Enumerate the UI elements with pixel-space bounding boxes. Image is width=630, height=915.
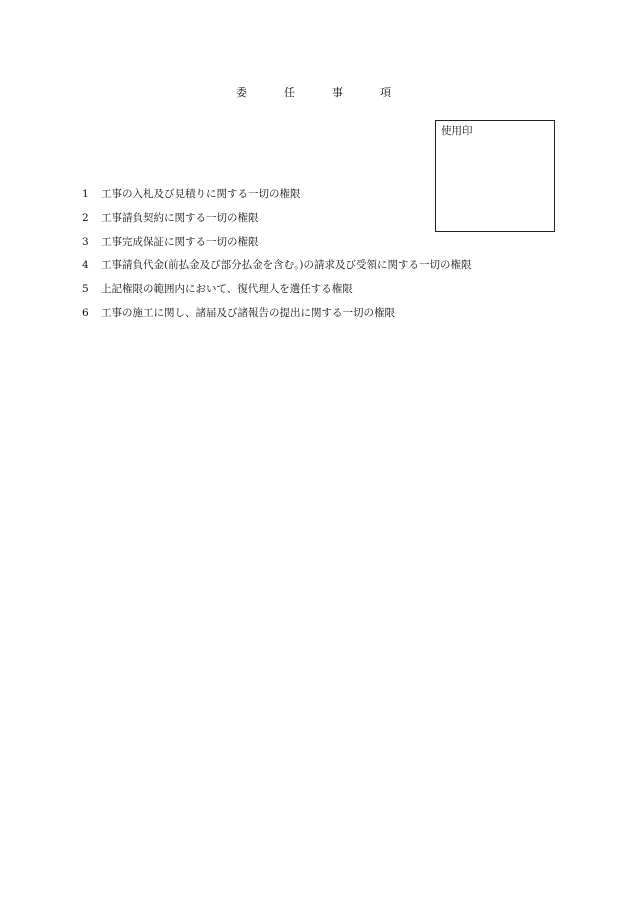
item-number: 6 xyxy=(82,306,89,319)
document-title xyxy=(236,84,391,100)
item-text: 工事請負代金(前払金及び部分払金を含む。)の請求及び受領に関する一切の権限 xyxy=(101,259,472,272)
item-number: 3 xyxy=(82,235,89,248)
list-item xyxy=(82,210,471,234)
item-number: 4 xyxy=(82,259,89,272)
title-char: 事 xyxy=(332,86,343,99)
item-text: 工事の入札及び見積りに関する一切の権限 xyxy=(101,188,301,200)
title-char: 項 xyxy=(380,86,391,99)
list-item xyxy=(82,305,471,329)
title-char: 委 xyxy=(236,86,247,99)
item-number: 1 xyxy=(82,188,89,200)
item-number: 5 xyxy=(82,283,89,296)
item-text: 工事請負契約に関する一切の権限 xyxy=(101,211,259,224)
title-char: 任 xyxy=(284,86,295,99)
item-text: 上記権限の範囲内において、復代理人を選任する権限 xyxy=(101,283,353,296)
seal-box-label: 使用印 xyxy=(441,125,473,137)
list-item xyxy=(82,257,471,281)
item-text: 工事の施工に関し、諸届及び諸報告の提出に関する一切の権限 xyxy=(101,306,395,319)
delegation-item-list xyxy=(82,186,471,329)
item-number: 2 xyxy=(82,211,89,224)
list-item xyxy=(82,186,471,210)
item-text: 工事完成保証に関する一切の権限 xyxy=(101,235,259,248)
list-item xyxy=(82,234,471,258)
list-item xyxy=(82,281,471,305)
